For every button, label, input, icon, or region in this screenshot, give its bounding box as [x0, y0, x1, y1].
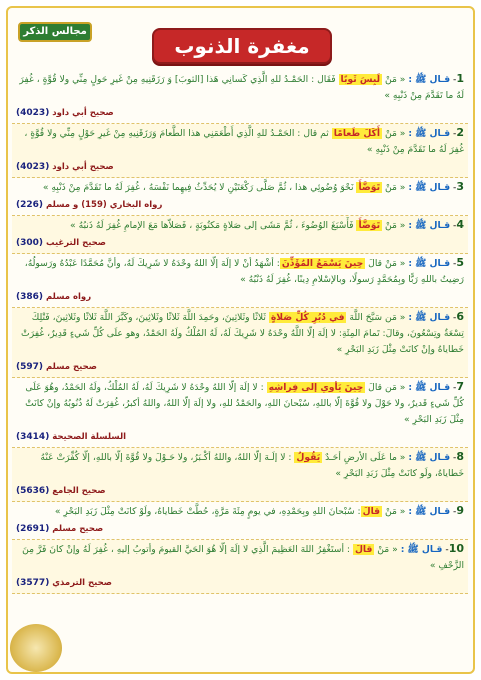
- item-source: صحيح الترمذي: [52, 578, 112, 588]
- item-source: السلسلة الصحيحة: [52, 432, 127, 442]
- item-source: رواه مسلم: [45, 292, 92, 302]
- item-speaker: قـال ﷺ :: [408, 128, 451, 139]
- item-number: 8: [456, 450, 464, 463]
- item-source: صحيح مسلم: [52, 524, 104, 534]
- item-text: « مَنْ لَبِسَ ثَوبًا فَقَال : الحَمْـدُ للهِ الَّذِي كَسانِي هَذا [الثوبَ] وَ رَزَقَنِيهِ مِنْ غَيرِ حَولٍ مِنِّي ولا قُوَّةٍ ، غُفِرَ لَهُ ما تَقَدَّمَ مِنْ ذَنْبِهِ »: [19, 74, 464, 101]
- item-hadith-number: (226): [16, 200, 44, 210]
- item-text: « مَن سَبَّحَ اللَّهَ في دُبُرِ كُلِّ صَلاةٍ ثَلاثًا وثَلاثِينَ، وحَمِدَ اللَّهَ ثَلاثًا وثَلاثِينَ، وكَبَّرَ اللَّهَ ثَلاثًا وثَلاثِينَ، فَتْلِكَ تِسْعَةٌ وتِسْعُونَ، وقالَ: تَمامَ المِئَةِ: لا إلَهَ إلّا اللَّهُ وحْدَهُ لا شَرِيكَ لَهُ، لَهُ المُلْكُ ولَهُ الحَمْدُ، وهو علَى كُلِّ شَيءٍ قَدِيرٌ، غُفِرَتْ خَطاياهُ وإنْ كانَتْ مِثْلَ زَبَدِ البَحْرِ »: [21, 312, 464, 355]
- item-number: 4: [456, 218, 464, 231]
- item-number: 3: [456, 180, 464, 193]
- item-hadith-number: (3577): [16, 578, 50, 588]
- item-speaker: قـال ﷺ :: [408, 74, 451, 85]
- item-source: رواه البخاري (159) و مسلم: [45, 200, 163, 210]
- item-speaker: قـال ﷺ :: [408, 382, 451, 393]
- item-text: « مَنْ تَوَضَّأَ نَحْوَ وُضُوئِي هذا ، ثُمَّ صَلَّى رَكْعَتَيْنِ لا يُحَدِّثُ فِيهِما نَفْسَهُ ، غُفِرَ لَهُ ما تَقَدَّمَ مِنْ ذَنْبِهِ »: [42, 182, 406, 193]
- highlighted-phrase: تَوَضَّأَ: [358, 220, 381, 231]
- item-number: 6: [456, 310, 464, 323]
- item-speaker: قـال ﷺ :: [408, 258, 451, 269]
- item-source: صحيح الجامع: [52, 486, 106, 496]
- item-speaker: قـال ﷺ :: [408, 220, 451, 231]
- hadith-item: 5- قـال ﷺ : « مَنْ قالَ حِينَ يَسْمَعُ المُؤَذِّنَ: أشْهَدُ أنْ لا إلَهَ إلّا اللهُ وحْدَهُ لا شَرِيكَ لَهُ، وأنَّ مُحَمَّدًا عَبْدُهُ ورَسولُهُ، رَضِيتُ باللهِ رَبًّا وبِمُحَمَّدٍ رَسولًا، وبالإسْلامِ دِينًا، غُفِرَ لَهُ ذَنْبُهُ » رواه مسلم (386): [12, 254, 468, 308]
- item-text: « ما عَلَى الأرضِ أحَـدٌ يَقُولُ : لا إلَـهَ إلّا اللهُ، واللهُ أكْـبَرُ، ولا حَـوْلَ ولا قُوَّةَ إلّا باللهِ، إلّا كُفِّرَتْ عَنْهُ خَطاياهُ، ولَو كانَتْ مِثْلَ زَبَدِ البَحْرِ »: [40, 452, 464, 479]
- item-speaker: قـال ﷺ :: [408, 452, 451, 463]
- highlighted-phrase: قالَ: [354, 544, 373, 555]
- item-hadith-number: (386): [16, 292, 44, 302]
- item-number: 7: [456, 380, 464, 393]
- item-source: صحيح الترغيب: [45, 238, 106, 248]
- hadith-item: 2- قـال ﷺ : « مَنْ أَكَلَ طَعامًا ثم قال : الحَمْـدُ للهِ الَّذِي أَطْعَمَنِي هذا الطَّعامَ وَرَزَقَنِيهِ مِنْ غَيرِ حَوْلٍ مِنِّي ولا قُوَّةٍ ، غُفِرَ لَهُ ما تَقَدَّمَ مِنْ ذَنْبِهِ » صحيح أبي داود (4023): [12, 124, 468, 178]
- item-speaker: قـال ﷺ :: [408, 506, 451, 517]
- highlighted-phrase: حِينَ يَأوي إلى فِراشِهِ: [268, 382, 364, 393]
- item-source: صحيح أبي داود: [52, 108, 114, 118]
- item-text: « مَنْ تَوَضَّأَ فَأَسْبَغَ الوُضُوءَ ، ثُمَّ مَشَى إلى صَلاةٍ مَكتُوبَةٍ ، فَصَلاّها مَعَ الإمامِ غُفِرَ لَهُ ذَنبُهُ »: [70, 220, 406, 231]
- highlighted-phrase: أَكَلَ طَعامًا: [333, 128, 381, 139]
- hadith-item: 7- قـال ﷺ : « مَن قالَ حِينَ يَأوي إلى فِراشِهِ : لا إلَهَ إلّا اللهُ وحْدَهُ لا شَرِيكَ لَهُ، لَهُ المُلْكُ، ولَهُ الحَمْدُ، وهُوَ عَلَى كُلِّ شَيءٍ قَديرٌ، ولا حَوْلَ ولا قُوَّةَ إلّا باللهِ، سُبْحانَ اللهِ، والحَمْدُ للهِ، ولا إلَهَ إلّا اللهُ، واللهُ أكبرُ، غُفِرَتْ لَهُ ذُنُوبُهُ وإنْ كانَتْ مِثْلَ زَبَدِ البَحْرِ » السلسلة الصحيحة (3414): [12, 378, 468, 448]
- item-hadith-number: (5636): [16, 486, 50, 496]
- item-hadith-number: (2691): [16, 524, 50, 534]
- item-hadith-number: (597): [16, 362, 44, 372]
- hadith-item: 8- قـال ﷺ : « ما عَلَى الأرضِ أحَـدٌ يَقُولُ : لا إلَـهَ إلّا اللهُ، واللهُ أكْـبَرُ، ولا حَـوْلَ ولا قُوَّةَ إلّا باللهِ، إلّا كُفِّرَتْ عَنْهُ خَطاياهُ، ولَو كانَتْ مِثْلَ زَبَدِ البَحْرِ » صحيح الجامع (5636): [12, 448, 468, 502]
- highlighted-phrase: لَبِسَ ثَوبًا: [340, 74, 381, 85]
- item-speaker: قـال ﷺ :: [408, 312, 451, 323]
- item-number: 1: [456, 72, 464, 85]
- item-hadith-number: (300): [16, 238, 44, 248]
- item-speaker: قـال ﷺ :: [400, 544, 443, 555]
- item-hadith-number: (3414): [16, 432, 50, 442]
- hadith-item: 4- قـال ﷺ : « مَنْ تَوَضَّأَ فَأَسْبَغَ الوُضُوءَ ، ثُمَّ مَشَى إلى صَلاةٍ مَكتُوبَةٍ ، فَصَلاّها مَعَ الإمامِ غُفِرَ لَهُ ذَنبُهُ » صحيح الترغيب (300): [12, 216, 468, 254]
- item-source: صحيح مسلم: [45, 362, 97, 372]
- item-text: « مَنْ قالَ: سُبْحانَ اللهِ وبِحَمْدِهِ، في يومٍ مِئَةَ مَرَّةٍ، حُطَّتْ خَطاياهُ، ولَوْ كانَتْ مِثْلَ زَبَدِ البَحْرِ »: [54, 506, 406, 517]
- highlighted-phrase: يَقُولُ: [296, 452, 321, 463]
- item-hadith-number: (4023): [16, 108, 50, 118]
- item-text: « مَنْ قالَ : أستَغْفِرُ اللهَ العَظِيمَ الَّذِي لا إلَهَ إلّا هُوَ الحَيَّ القيومَ وأتوبُ إليهِ ، غُفِرَ لَهُ وإنْ كانَ فَرَّ مِنَ الزَّحْفِ »: [22, 544, 464, 571]
- item-text: « مَن قالَ حِينَ يَأوي إلى فِراشِهِ : لا إلَهَ إلّا اللهُ وحْدَهُ لا شَرِيكَ لَهُ، لَهُ المُلْكُ، ولَهُ الحَمْدُ، وهُوَ عَلَى كُلِّ شَيءٍ قَديرٌ، ولا حَوْلَ ولا قُوَّةَ إلّا باللهِ، سُبْحانَ اللهِ، والحَمْدُ للهِ، ولا إلَهَ إلّا اللهُ، واللهُ أكبرُ، غُفِرَتْ لَهُ ذُنُوبُهُ وإنْ كانَتْ مِثْلَ زَبَدِ البَحْرِ »: [25, 382, 464, 425]
- highlighted-phrase: قالَ: [362, 506, 381, 517]
- hadith-item: 3- قـال ﷺ : « مَنْ تَوَضَّأَ نَحْوَ وُضُوئِي هذا ، ثُمَّ صَلَّى رَكْعَتَيْنِ لا يُحَدِّثُ فِيهِما نَفْسَهُ ، غُفِرَ لَهُ ما تَقَدَّمَ مِنْ ذَنْبِهِ » رواه البخاري (159) و مسلم (226): [12, 178, 468, 216]
- highlighted-phrase: حِينَ يَسْمَعُ المُؤَذِّنَ: [281, 258, 364, 269]
- item-text: « مَنْ قالَ حِينَ يَسْمَعُ المُؤَذِّنَ: أشْهَدُ أنْ لا إلَهَ إلّا اللهُ وحْدَهُ لا شَرِيكَ لَهُ، وأنَّ مُحَمَّدًا عَبْدُهُ ورَسولُهُ، رَضِيتُ باللهِ رَبًّا وبِمُحَمَّدٍ رَسولًا، وبالإسْلامِ دِينًا، غُفِرَ لَهُ ذَنْبُهُ »: [24, 258, 464, 285]
- hadith-item: 1- قـال ﷺ : « مَنْ لَبِسَ ثَوبًا فَقَال : الحَمْـدُ للهِ الَّذِي كَسانِي هَذا [الثوبَ] وَ رَزَقَنِيهِ مِنْ غَيرِ حَولٍ مِنِّي ولا قُوَّةٍ ، غُفِرَ لَهُ ما تَقَدَّمَ مِنْ ذَنْبِهِ » صحيح أبي داود (4023): [12, 70, 468, 124]
- item-number: 5: [456, 256, 464, 269]
- series-badge: مجالس الذكر: [18, 22, 92, 42]
- item-text: « مَنْ أَكَلَ طَعامًا ثم قال : الحَمْـدُ للهِ الَّذِي أَطْعَمَنِي هذا الطَّعامَ وَرَزَقَنِيهِ مِنْ غَيرِ حَوْلٍ مِنِّي ولا قُوَّةٍ ، غُفِرَ لَهُ ما تَقَدَّمَ مِنْ ذَنْبِهِ »: [24, 128, 464, 155]
- page-title: مغفرة الذنوب: [152, 28, 332, 64]
- item-hadith-number: (4023): [16, 162, 50, 172]
- publisher-logo: [10, 624, 62, 672]
- highlighted-phrase: تَوَضَّأَ: [358, 182, 381, 193]
- hadith-item: 10- قـال ﷺ : « مَنْ قالَ : أستَغْفِرُ اللهَ العَظِيمَ الَّذِي لا إلَهَ إلّا هُوَ الحَيَّ القيومَ وأتوبُ إليهِ ، غُفِرَ لَهُ وإنْ كانَ فَرَّ مِنَ الزَّحْفِ » صحيح الترمذي (3577): [12, 540, 468, 594]
- highlighted-phrase: في دُبُرِ كُلِّ صَلاةٍ: [270, 312, 345, 323]
- hadith-list: [12, 70, 468, 594]
- item-source: صحيح أبي داود: [52, 162, 114, 172]
- item-number: 10: [448, 542, 464, 555]
- hadith-item: 6- قـال ﷺ : « مَن سَبَّحَ اللَّهَ في دُبُرِ كُلِّ صَلاةٍ ثَلاثًا وثَلاثِينَ، وحَمِدَ اللَّهَ ثَلاثًا وثَلاثِينَ، وكَبَّرَ اللَّهَ ثَلاثًا وثَلاثِينَ، فَتْلِكَ تِسْعَةٌ وتِسْعُونَ، وقالَ: تَمامَ المِئَةِ: لا إلَهَ إلّا اللَّهُ وحْدَهُ لا شَرِيكَ لَهُ، لَهُ المُلْكُ ولَهُ الحَمْدُ، وهو علَى كُلِّ شَيءٍ قَدِيرٌ، غُفِرَتْ خَطاياهُ وإنْ كانَتْ مِثْلَ زَبَدِ البَحْرِ » صحيح مسلم (597): [12, 308, 468, 378]
- item-number: 2: [456, 126, 464, 139]
- hadith-item: 9- قـال ﷺ : « مَنْ قالَ: سُبْحانَ اللهِ وبِحَمْدِهِ، في يومٍ مِئَةَ مَرَّةٍ، حُطَّتْ خَطاياهُ، ولَوْ كانَتْ مِثْلَ زَبَدِ البَحْرِ » صحيح مسلم (2691): [12, 502, 468, 540]
- item-speaker: قـال ﷺ :: [408, 182, 451, 193]
- item-number: 9: [456, 504, 464, 517]
